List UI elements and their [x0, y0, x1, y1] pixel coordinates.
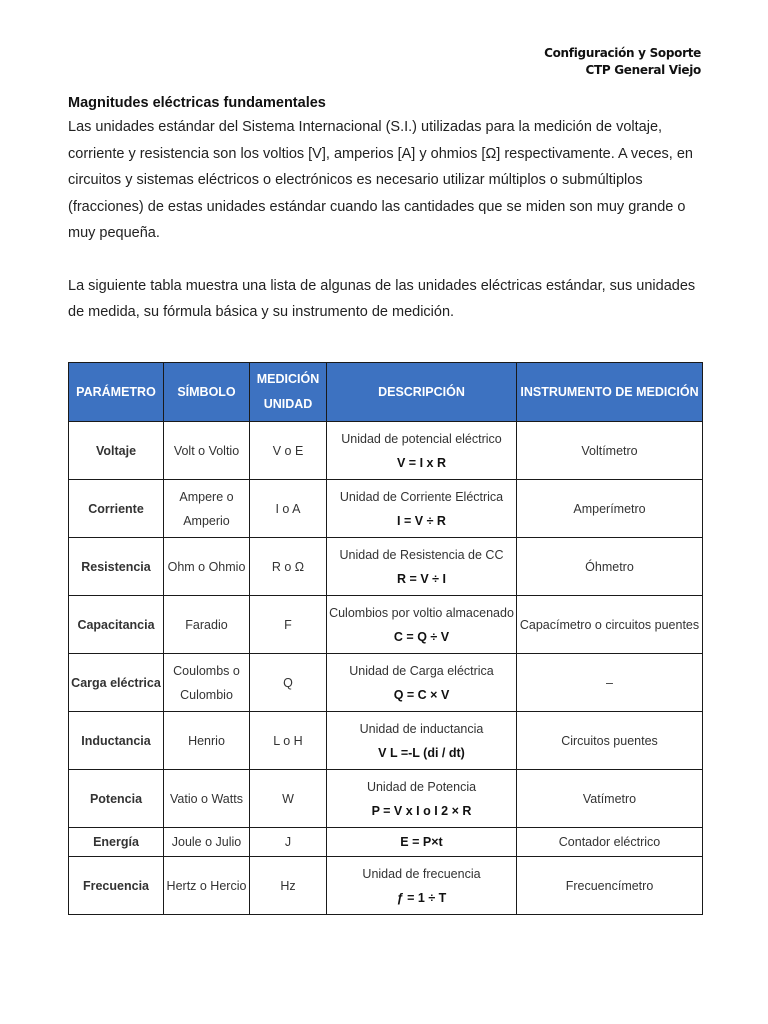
- formula-text: V L =-L (di / dt): [378, 745, 465, 760]
- cell-parametro: Resistencia: [69, 538, 164, 596]
- cell-unidad: I o A: [250, 480, 327, 538]
- cell-descripcion: [327, 828, 517, 857]
- formula-text: Q = C × V: [393, 687, 450, 702]
- units-table: [68, 362, 703, 915]
- table-row: [69, 480, 703, 538]
- cell-parametro: Voltaje: [69, 422, 164, 480]
- table-intro-paragraph: La siguiente tabla muestra una lista de algunas de las unidades eléctricas estándar, sus unidades de medida, su fórmula básica y su instrumento de medición.: [68, 277, 696, 320]
- table-row: [69, 422, 703, 480]
- cell-instrumento: Capacímetro o circuitos puentes: [517, 596, 703, 654]
- table-row: [69, 654, 703, 712]
- description-text: Unidad de potencial eléctrico: [341, 431, 502, 446]
- cell-descripcion: [327, 712, 517, 770]
- cell-unidad: J: [250, 828, 327, 857]
- cell-simbolo: Coulombs o Culombio: [164, 654, 250, 712]
- cell-simbolo: Ohm o Ohmio: [164, 538, 250, 596]
- formula-text: ƒ = 1 ÷ T: [396, 890, 447, 905]
- cell-descripcion: [327, 770, 517, 828]
- cell-descripcion: [327, 422, 517, 480]
- cell-parametro: Inductancia: [69, 712, 164, 770]
- table-row: [69, 712, 703, 770]
- table-header-row: [69, 363, 703, 422]
- cell-parametro: Frecuencia: [69, 857, 164, 915]
- cell-parametro: Energía: [69, 828, 164, 857]
- cell-unidad: R o Ω: [250, 538, 327, 596]
- formula-text: C = Q ÷ V: [393, 629, 450, 644]
- cell-instrumento: Contador eléctrico: [517, 828, 703, 857]
- formula-text: R = V ÷ I: [397, 571, 446, 586]
- cell-simbolo: Hertz o Hercio: [164, 857, 250, 915]
- description-text: Unidad de Resistencia de CC: [339, 547, 504, 562]
- formula-text: E = P×t: [400, 835, 443, 849]
- formula-text: I = V ÷ R: [397, 513, 446, 528]
- cell-simbolo: Joule o Julio: [164, 828, 250, 857]
- cell-simbolo: Henrio: [164, 712, 250, 770]
- cell-unidad: Q: [250, 654, 327, 712]
- cell-unidad: V o E: [250, 422, 327, 480]
- cell-parametro: Capacitancia: [69, 596, 164, 654]
- cell-unidad: Hz: [250, 857, 327, 915]
- document-body: [68, 92, 708, 326]
- header-parametro: PARÁMETRO: [69, 363, 164, 422]
- cell-instrumento: Frecuencímetro: [517, 857, 703, 915]
- description-text: Unidad de Carga eléctrica: [349, 663, 494, 678]
- section-title: Magnitudes eléctricas fundamentales: [68, 95, 326, 111]
- table-row: [69, 596, 703, 654]
- cell-simbolo: Ampere o Amperio: [164, 480, 250, 538]
- table-row: [69, 538, 703, 596]
- cell-instrumento: –: [517, 654, 703, 712]
- cell-simbolo: Vatio o Watts: [164, 770, 250, 828]
- cell-descripcion: [327, 857, 517, 915]
- cell-simbolo: Faradio: [164, 596, 250, 654]
- cell-instrumento: Circuitos puentes: [517, 712, 703, 770]
- description-text: Unidad de inductancia: [359, 721, 484, 736]
- formula-text: V = I x R: [397, 455, 446, 470]
- cell-descripcion: [327, 480, 517, 538]
- cell-instrumento: Amperímetro: [517, 480, 703, 538]
- header-line-2: CTP General Viejo: [585, 63, 701, 77]
- cell-parametro: Corriente: [69, 480, 164, 538]
- header-simbolo: SÍMBOLO: [164, 363, 250, 422]
- description-text: Culombios por voltio almacenado: [329, 605, 514, 620]
- description-text: Unidad de Corriente Eléctrica: [339, 489, 504, 504]
- table-row: [69, 828, 703, 857]
- cell-unidad: F: [250, 596, 327, 654]
- cell-unidad: W: [250, 770, 327, 828]
- document-header: [544, 45, 701, 79]
- cell-instrumento: Óhmetro: [517, 538, 703, 596]
- intro-paragraph: Las unidades estándar del Sistema Internacional (S.I.) utilizadas para la medición de voltaje, corriente y resistencia son los voltios [V], amperios [A] y ohmios [Ω] respectivamente. A veces, en circuitos y sistemas eléctricos o electrónicos es necesario utilizar múltiplos o submúltiplos (fracciones) de estas unidades estándar cuando las cantidades que se miden son muy grande o muy pequeña.: [68, 119, 693, 241]
- cell-instrumento: Vatímetro: [517, 770, 703, 828]
- table-row: [69, 857, 703, 915]
- cell-instrumento: Voltímetro: [517, 422, 703, 480]
- header-line-1: Configuración y Soporte: [544, 46, 701, 60]
- cell-unidad: L o H: [250, 712, 327, 770]
- header-descripcion: DESCRIPCIÓN: [327, 363, 517, 422]
- table-row: [69, 770, 703, 828]
- cell-descripcion: [327, 654, 517, 712]
- cell-simbolo: Volt o Voltio: [164, 422, 250, 480]
- description-text: Unidad de Potencia: [366, 779, 477, 794]
- formula-text: P = V x I o I 2 × R: [371, 803, 472, 818]
- description-text: Unidad de frecuencia: [362, 866, 481, 881]
- cell-descripcion: [327, 596, 517, 654]
- cell-parametro: Carga eléctrica: [69, 654, 164, 712]
- cell-parametro: Potencia: [69, 770, 164, 828]
- header-instrumento: INSTRUMENTO DE MEDICIÓN: [517, 363, 703, 422]
- cell-descripcion: [327, 538, 517, 596]
- header-medicion: MEDICIÓN UNIDAD: [250, 363, 327, 422]
